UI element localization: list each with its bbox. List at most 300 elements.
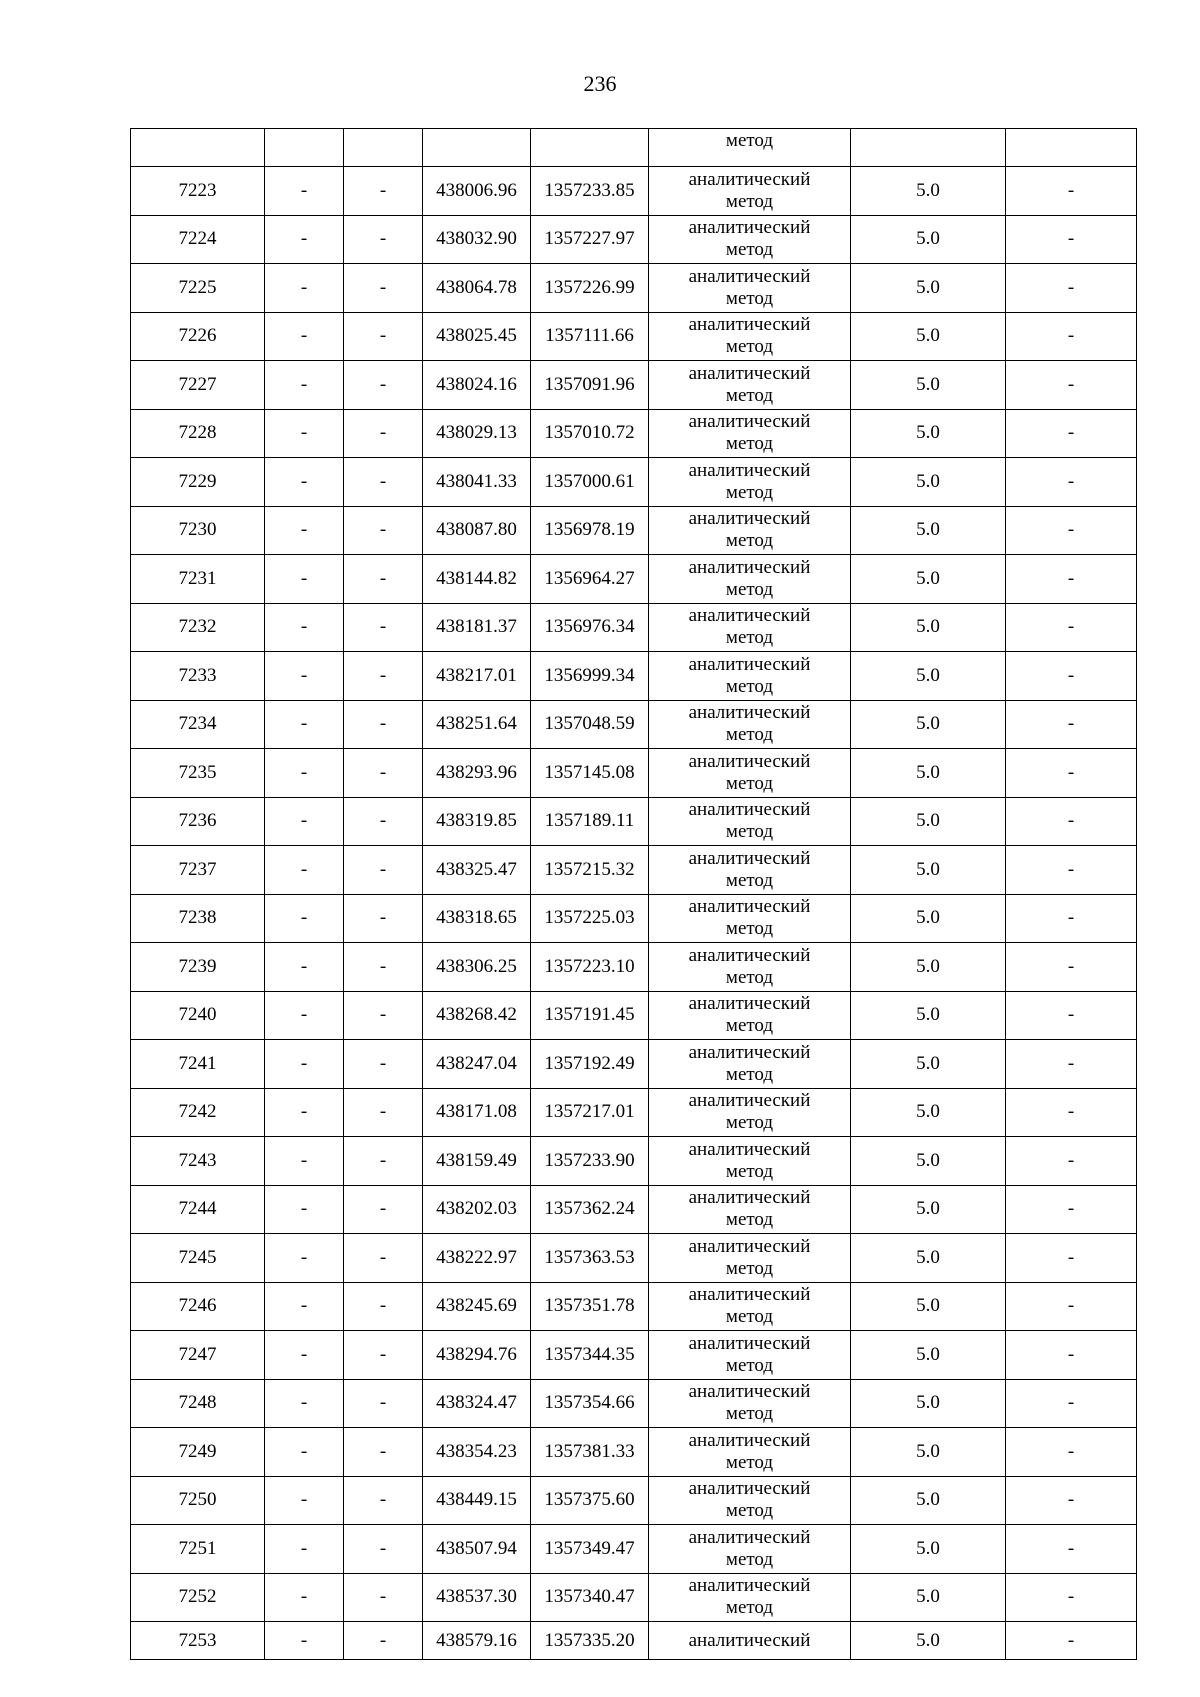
cell-col3: - [344,312,423,361]
cell-y: 1357227.97 [531,215,649,264]
cell-x: 438006.96 [423,167,531,216]
cell-error: 5.0 [851,458,1006,507]
cell-y: 1357225.03 [531,894,649,943]
cell-y: 1356999.34 [531,652,649,701]
cell-col2: - [265,749,344,798]
cell-number: 7232 [131,603,265,652]
method-line-2: метод [725,530,774,552]
cell-col8: - [1006,991,1137,1040]
method-line-1: аналитический [688,556,811,578]
cell-col2: - [265,894,344,943]
cell-error: 5.0 [851,846,1006,895]
cell-col3: - [344,700,423,749]
cell-y: 1357223.10 [531,943,649,992]
cell-col3: - [344,1525,423,1574]
cell-number: 7250 [131,1476,265,1525]
method-line-1: аналитический [688,459,811,481]
cell-col3 [344,129,423,167]
cell-x: 438319.85 [423,797,531,846]
cell-x: 438354.23 [423,1428,531,1477]
method-line-2: метод [725,384,774,406]
method-line-2: метод [725,1354,774,1376]
cell-col8: - [1006,894,1137,943]
cell-number: 7253 [131,1622,265,1660]
cell-number: 7245 [131,1234,265,1283]
cell-error: 5.0 [851,1088,1006,1137]
cell-number: 7224 [131,215,265,264]
cell-col2: - [265,846,344,895]
table-row [131,1185,1137,1234]
method-line-1: аналитический [688,1526,811,1548]
method-line-2: метод [725,1015,774,1037]
method-line-2: метод [725,724,774,746]
cell-col2: - [265,1573,344,1622]
cell-col3: - [344,1379,423,1428]
method-line-1: аналитический [688,944,811,966]
cell-error: 5.0 [851,1234,1006,1283]
cell-error: 5.0 [851,264,1006,313]
cell-y: 1357145.08 [531,749,649,798]
table-row [131,1331,1137,1380]
cell-col2: - [265,409,344,458]
cell-col2: - [265,1234,344,1283]
table-row [131,1088,1137,1137]
cell-x: 438171.08 [423,1088,531,1137]
method-line-1: аналитический [688,605,811,627]
cell-method [649,1234,851,1283]
cell-number: 7246 [131,1282,265,1331]
method-line-2: метод [725,627,774,649]
cell-x: 438159.49 [423,1137,531,1186]
cell-number: 7223 [131,167,265,216]
cell-col3: - [344,1088,423,1137]
cell-x: 438251.64 [423,700,531,749]
method-line-2: метод [725,821,774,843]
cell-number: 7225 [131,264,265,313]
method-line-2: метод [725,1257,774,1279]
cell-col8: - [1006,555,1137,604]
cell-x: 438306.25 [423,943,531,992]
cell-method [649,409,851,458]
cell-y: 1357363.53 [531,1234,649,1283]
cell-method [649,1379,851,1428]
cell-col3: - [344,458,423,507]
method-line-2: метод [725,481,774,503]
cell-col3: - [344,361,423,410]
cell-col2: - [265,458,344,507]
cell-number: 7252 [131,1573,265,1622]
method-line-1: аналитический [688,1235,811,1257]
cell-error: 5.0 [851,1282,1006,1331]
cell-x: 438245.69 [423,1282,531,1331]
cell-error: 5.0 [851,1476,1006,1525]
cell-x: 438579.16 [423,1622,531,1660]
cell-y: 1357344.35 [531,1331,649,1380]
cell-method [649,312,851,361]
cell-y: 1357111.66 [531,312,649,361]
cell-col2: - [265,652,344,701]
cell-y: 1357217.01 [531,1088,649,1137]
cell-error: 5.0 [851,506,1006,555]
method-line-2: метод [725,1063,774,1085]
cell-x: 438064.78 [423,264,531,313]
cell-number: 7228 [131,409,265,458]
table-row [131,797,1137,846]
cell-col3: - [344,797,423,846]
method-line-1: аналитический [688,653,811,675]
cell-col8: - [1006,167,1137,216]
cell-error: 5.0 [851,1379,1006,1428]
cell-method [649,215,851,264]
cell-col2: - [265,943,344,992]
cell-method [649,1428,851,1477]
cell-number: 7239 [131,943,265,992]
cell-error: 5.0 [851,652,1006,701]
cell-col2: - [265,1282,344,1331]
table-row [131,1234,1137,1283]
method-line-2: метод [725,578,774,600]
cell-error: 5.0 [851,409,1006,458]
cell-col8: - [1006,1234,1137,1283]
cell-number: 7226 [131,312,265,361]
page-number: 236 [583,71,617,96]
cell-method [649,1088,851,1137]
cell-error: 5.0 [851,1573,1006,1622]
cell-method [649,1185,851,1234]
cell-col3: - [344,1137,423,1186]
cell-error: 5.0 [851,700,1006,749]
method-line-1: аналитический [688,1629,811,1651]
cell-x: 438144.82 [423,555,531,604]
cell-col3: - [344,943,423,992]
cell-x: 438032.90 [423,215,531,264]
method-line-2: метод [725,675,774,697]
cell-x: 438024.16 [423,361,531,410]
cell-col3: - [344,991,423,1040]
cell-error: 5.0 [851,1428,1006,1477]
cell-method [649,603,851,652]
cell-method [649,1525,851,1574]
cell-x: 438324.47 [423,1379,531,1428]
cell-number: 7251 [131,1525,265,1574]
table-row [131,1476,1137,1525]
method-line-2: метод [725,869,774,891]
cell-col2: - [265,991,344,1040]
method-line-1: аналитический [688,411,811,433]
cell-y: 1357048.59 [531,700,649,749]
cell-x: 438449.15 [423,1476,531,1525]
cell-col8: - [1006,361,1137,410]
cell-col2: - [265,797,344,846]
cell-error: 5.0 [851,555,1006,604]
cell-x: 438041.33 [423,458,531,507]
table-row [131,555,1137,604]
cell-col3: - [344,1573,423,1622]
cell-method [649,361,851,410]
cell-number: 7230 [131,506,265,555]
cell-method [649,506,851,555]
table-row [131,943,1137,992]
cell-col8: - [1006,458,1137,507]
cell-col8: - [1006,1040,1137,1089]
cell-y: 1357375.60 [531,1476,649,1525]
cell-y: 1357000.61 [531,458,649,507]
cell-col3: - [344,652,423,701]
cell-method [649,1331,851,1380]
cell-col2: - [265,1185,344,1234]
cell-number: 7237 [131,846,265,895]
cell-x [423,129,531,167]
cell-x: 438294.76 [423,1331,531,1380]
cell-method [649,555,851,604]
table-row [131,1379,1137,1428]
cell-y: 1357362.24 [531,1185,649,1234]
cell-col8: - [1006,312,1137,361]
cell-x: 438318.65 [423,894,531,943]
cell-col3: - [344,749,423,798]
cell-col3: - [344,1040,423,1089]
cell-y: 1357010.72 [531,409,649,458]
cell-col8: - [1006,1476,1137,1525]
table-row [131,215,1137,264]
cell-col8: - [1006,506,1137,555]
method-line-2: метод [725,433,774,455]
cell-x: 438268.42 [423,991,531,1040]
cell-col8: - [1006,409,1137,458]
cell-col3: - [344,555,423,604]
cell-col8: - [1006,846,1137,895]
method-line-2: метод [725,772,774,794]
table-row [131,1282,1137,1331]
cell-col2: - [265,506,344,555]
cell-col3: - [344,894,423,943]
cell-col2: - [265,1088,344,1137]
cell-error [851,129,1006,167]
cell-error: 5.0 [851,603,1006,652]
cell-y: 1356964.27 [531,555,649,604]
cell-y: 1356978.19 [531,506,649,555]
method-line-2: метод [725,918,774,940]
cell-method [649,943,851,992]
cell-method [649,652,851,701]
cell-y: 1357335.20 [531,1622,649,1660]
cell-x: 438293.96 [423,749,531,798]
method-line-2: метод [725,1451,774,1473]
cell-number: 7243 [131,1137,265,1186]
method-line-2: метод [725,1403,774,1425]
table-row [131,1622,1137,1660]
cell-col3: - [344,1622,423,1660]
method-line-1: аналитический [688,847,811,869]
cell-col2 [265,129,344,167]
cell-y: 1357233.90 [531,1137,649,1186]
cell-error: 5.0 [851,1331,1006,1380]
cell-method [649,1622,851,1660]
cell-col2: - [265,1428,344,1477]
cell-col2: - [265,555,344,604]
cell-col8: - [1006,797,1137,846]
cell-error: 5.0 [851,361,1006,410]
cell-number: 7235 [131,749,265,798]
table-row [131,1040,1137,1089]
cell-col8: - [1006,1622,1137,1660]
cell-col8: - [1006,1088,1137,1137]
cell-number: 7238 [131,894,265,943]
cell-error: 5.0 [851,749,1006,798]
method-line-1: аналитический [688,750,811,772]
method-line-1: аналитический [688,896,811,918]
cell-x: 438025.45 [423,312,531,361]
method-line-1: аналитический [688,702,811,724]
table-row [131,506,1137,555]
cell-number: 7231 [131,555,265,604]
method-line-1: аналитический [688,508,811,530]
table-row [131,1428,1137,1477]
cell-x: 438202.03 [423,1185,531,1234]
cell-col8: - [1006,700,1137,749]
cell-method [649,1137,851,1186]
cell-y: 1357091.96 [531,361,649,410]
table-row [131,312,1137,361]
method-line-1: аналитический [688,1381,811,1403]
cell-error: 5.0 [851,1185,1006,1234]
cell-method [649,458,851,507]
cell-error: 5.0 [851,167,1006,216]
table-row [131,458,1137,507]
cell-col2: - [265,1379,344,1428]
cell-col2: - [265,167,344,216]
cell-error: 5.0 [851,1040,1006,1089]
cell-number: 7241 [131,1040,265,1089]
cell-col2: - [265,1137,344,1186]
cell-col3: - [344,603,423,652]
table-row [131,1573,1137,1622]
cell-y: 1357192.49 [531,1040,649,1089]
cell-x: 438181.37 [423,603,531,652]
cell-error: 5.0 [851,1622,1006,1660]
cell-col3: - [344,1282,423,1331]
cell-method: метод [649,129,851,167]
method-line-1: аналитический [688,1332,811,1354]
cell-y: 1357215.32 [531,846,649,895]
cell-col2: - [265,1040,344,1089]
cell-method [649,749,851,798]
cell-col8 [1006,129,1137,167]
cell-error: 5.0 [851,1525,1006,1574]
cell-method [649,1040,851,1089]
method-line-2: метод [725,239,774,261]
cell-y: 1357191.45 [531,991,649,1040]
cell-col3: - [344,167,423,216]
method-line-1: аналитический [688,1090,811,1112]
table-row [131,264,1137,313]
cell-col8: - [1006,1185,1137,1234]
cell-col3: - [344,409,423,458]
cell-col8: - [1006,652,1137,701]
cell-method [649,1573,851,1622]
method-line-1: аналитический [688,1187,811,1209]
cell-col8: - [1006,943,1137,992]
cell-col8: - [1006,215,1137,264]
method-line-2: метод [725,287,774,309]
method-line-1: аналитический [688,168,811,190]
cell-number: 7244 [131,1185,265,1234]
cell-number: 7233 [131,652,265,701]
method-line-2: метод [725,336,774,358]
method-line-2: метод [725,1548,774,1570]
method-line-1: аналитический [688,799,811,821]
method-line-2: метод [725,190,774,212]
cell-error: 5.0 [851,797,1006,846]
method-line-1: аналитический [688,1041,811,1063]
method-line-2: метод [725,1112,774,1134]
method-line-2: метод [725,1306,774,1328]
cell-col3: - [344,1185,423,1234]
cell-col8: - [1006,1379,1137,1428]
cell-method [649,1476,851,1525]
cell-y [531,129,649,167]
cell-method [649,894,851,943]
table-row [131,603,1137,652]
method-line-1: аналитический [688,1284,811,1306]
cell-error: 5.0 [851,312,1006,361]
cell-x: 438087.80 [423,506,531,555]
cell-x: 438217.01 [423,652,531,701]
method-line-1: аналитический [688,1429,811,1451]
cell-x: 438537.30 [423,1573,531,1622]
cell-col3: - [344,1428,423,1477]
table-row [131,167,1137,216]
cell-x: 438247.04 [423,1040,531,1089]
table-row [131,361,1137,410]
cell-method [649,700,851,749]
method-line-2: метод [725,1597,774,1619]
cell-method [649,797,851,846]
cell-y: 1357233.85 [531,167,649,216]
cell-col3: - [344,1476,423,1525]
cell-x: 438507.94 [423,1525,531,1574]
cell-number: 7247 [131,1331,265,1380]
cell-method [649,846,851,895]
cell-y: 1357189.11 [531,797,649,846]
cell-col2: - [265,1331,344,1380]
cell-col2: - [265,1525,344,1574]
cell-col8: - [1006,1282,1137,1331]
cell-number: 7242 [131,1088,265,1137]
table-row [131,409,1137,458]
cell-error: 5.0 [851,215,1006,264]
table-row-continued [131,129,1137,167]
cell-col2: - [265,361,344,410]
cell-x: 438029.13 [423,409,531,458]
cell-number: 7227 [131,361,265,410]
cell-y: 1357226.99 [531,264,649,313]
cell-col2: - [265,1622,344,1660]
cell-x: 438222.97 [423,1234,531,1283]
cell-x: 438325.47 [423,846,531,895]
cell-col8: - [1006,1137,1137,1186]
cell-col3: - [344,506,423,555]
cell-y: 1357354.66 [531,1379,649,1428]
cell-number: 7240 [131,991,265,1040]
method-line-1: аналитический [688,265,811,287]
cell-method [649,1282,851,1331]
cell-col2: - [265,603,344,652]
method-line-1: аналитический [688,993,811,1015]
cell-number: 7248 [131,1379,265,1428]
table-row [131,700,1137,749]
cell-col8: - [1006,1428,1137,1477]
